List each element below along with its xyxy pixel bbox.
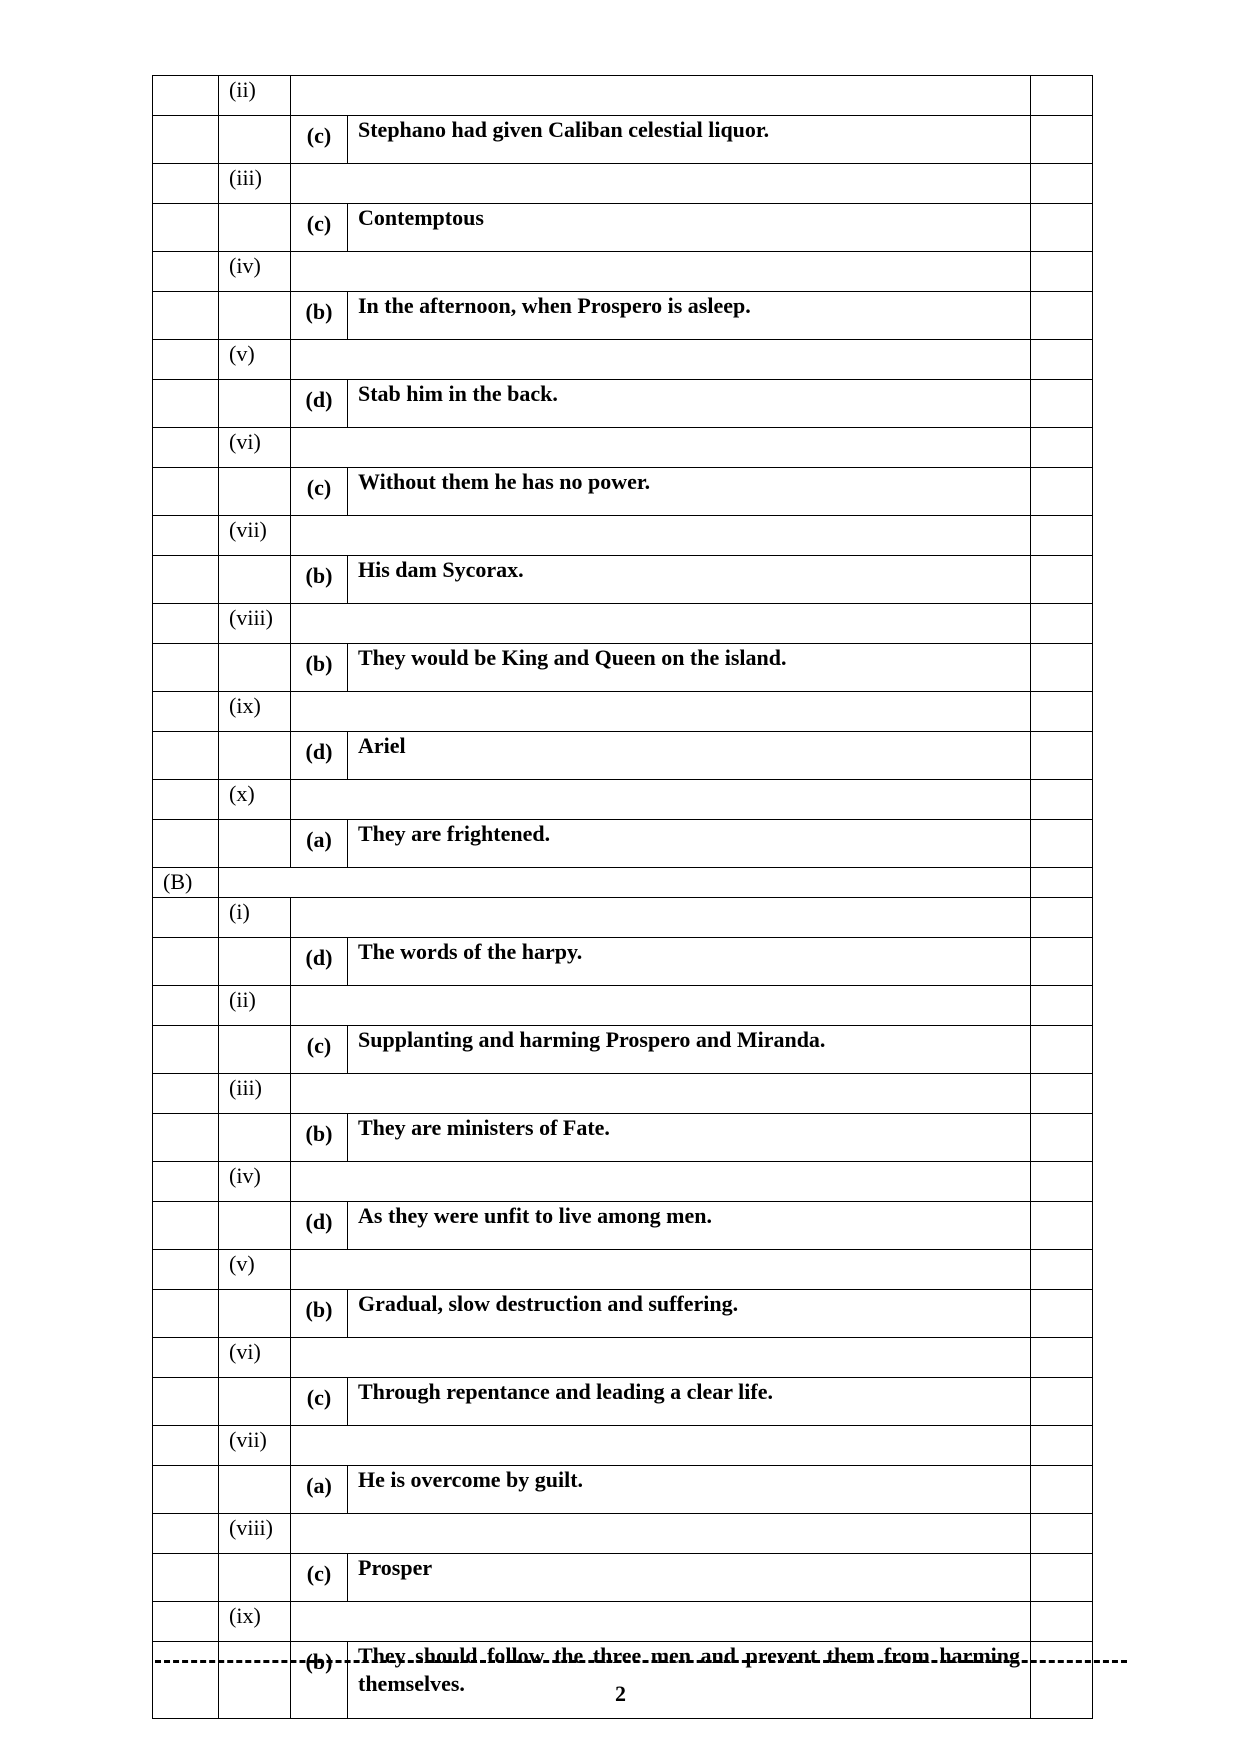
option-letter: (c) [291, 1378, 348, 1426]
answer-row [153, 1114, 1093, 1162]
question-row [153, 604, 1093, 644]
footer-dashed-rule [155, 1660, 1127, 1663]
question-number: (iii) [219, 1074, 291, 1114]
answer-row [153, 380, 1093, 428]
answer-text: They are frightened. [348, 820, 1031, 868]
question-row [153, 692, 1093, 732]
question-number: (x) [219, 780, 291, 820]
option-letter: (b) [291, 1290, 348, 1338]
question-row [153, 1514, 1093, 1554]
answer-text: The words of the harpy. [348, 938, 1031, 986]
question-number: (v) [219, 340, 291, 380]
answer-row [153, 116, 1093, 164]
answer-row [153, 1026, 1093, 1074]
question-number: (iii) [219, 164, 291, 204]
option-letter: (c) [291, 116, 348, 164]
answer-row [153, 1202, 1093, 1250]
question-number: (ix) [219, 1602, 291, 1642]
option-letter: (b) [291, 292, 348, 340]
question-row [153, 1074, 1093, 1114]
question-row [153, 1338, 1093, 1378]
question-row [153, 986, 1093, 1026]
option-letter: (b) [291, 1642, 348, 1719]
answer-row [153, 204, 1093, 252]
question-number: (i) [219, 898, 291, 938]
answer-text: Through repentance and leading a clear life. [348, 1378, 1031, 1426]
answer-text: Stab him in the back. [348, 380, 1031, 428]
option-letter: (d) [291, 938, 348, 986]
answer-text: Supplanting and harming Prospero and Miranda. [348, 1026, 1031, 1074]
answer-text: They are ministers of Fate. [348, 1114, 1031, 1162]
option-letter: (b) [291, 644, 348, 692]
question-number: (viii) [219, 1514, 291, 1554]
option-letter: (b) [291, 556, 348, 604]
question-row [153, 780, 1093, 820]
question-number: (vii) [219, 516, 291, 556]
option-letter: (d) [291, 380, 348, 428]
option-letter: (d) [291, 732, 348, 780]
question-row [153, 898, 1093, 938]
answer-text: He is overcome by guilt. [348, 1466, 1031, 1514]
question-row [153, 516, 1093, 556]
answer-row [153, 644, 1093, 692]
answer-text: Stephano had given Caliban celestial liquor. [348, 116, 1031, 164]
answer-row [153, 732, 1093, 780]
question-number: (iv) [219, 1162, 291, 1202]
question-number: (vi) [219, 428, 291, 468]
answer-row [153, 1290, 1093, 1338]
question-number: (vi) [219, 1338, 291, 1378]
answer-key-table [152, 75, 1093, 1719]
answer-text: Contemptous [348, 204, 1031, 252]
option-letter: (a) [291, 820, 348, 868]
answer-row [153, 292, 1093, 340]
question-row [153, 164, 1093, 204]
answer-row [153, 1466, 1093, 1514]
question-row [153, 428, 1093, 468]
question-number: (vii) [219, 1426, 291, 1466]
question-number: (v) [219, 1250, 291, 1290]
answer-row [153, 556, 1093, 604]
answer-text: Without them he has no power. [348, 468, 1031, 516]
option-letter: (a) [291, 1466, 348, 1514]
question-number: (ii) [219, 76, 291, 116]
answer-text: They should follow the three men and prevent them from harming themselves. [348, 1642, 1031, 1719]
section-label: (B) [153, 868, 219, 898]
answer-text: In the afternoon, when Prospero is asleep. [348, 292, 1031, 340]
question-number: (ii) [219, 986, 291, 1026]
option-letter: (d) [291, 1202, 348, 1250]
option-letter: (c) [291, 1554, 348, 1602]
answer-row [153, 820, 1093, 868]
question-number: (iv) [219, 252, 291, 292]
option-letter: (c) [291, 468, 348, 516]
option-letter: (c) [291, 1026, 348, 1074]
option-letter: (c) [291, 204, 348, 252]
answer-text: Ariel [348, 732, 1031, 780]
question-row [153, 1250, 1093, 1290]
question-number: (viii) [219, 604, 291, 644]
question-row [153, 76, 1093, 116]
section-header-row [153, 868, 1093, 898]
answer-text: They would be King and Queen on the island. [348, 644, 1031, 692]
option-letter: (b) [291, 1114, 348, 1162]
answer-row [153, 468, 1093, 516]
answer-text: Gradual, slow destruction and suffering. [348, 1290, 1031, 1338]
question-number: (ix) [219, 692, 291, 732]
page-number: 2 [615, 1681, 626, 1706]
answer-text: His dam Sycorax. [348, 556, 1031, 604]
question-row [153, 340, 1093, 380]
question-row [153, 1162, 1093, 1202]
question-row [153, 252, 1093, 292]
answer-text: Prosper [348, 1554, 1031, 1602]
answer-row [153, 1378, 1093, 1426]
question-row [153, 1602, 1093, 1642]
answer-text: As they were unfit to live among men. [348, 1202, 1031, 1250]
question-row [153, 1426, 1093, 1466]
answer-row [153, 938, 1093, 986]
answer-row [153, 1554, 1093, 1602]
